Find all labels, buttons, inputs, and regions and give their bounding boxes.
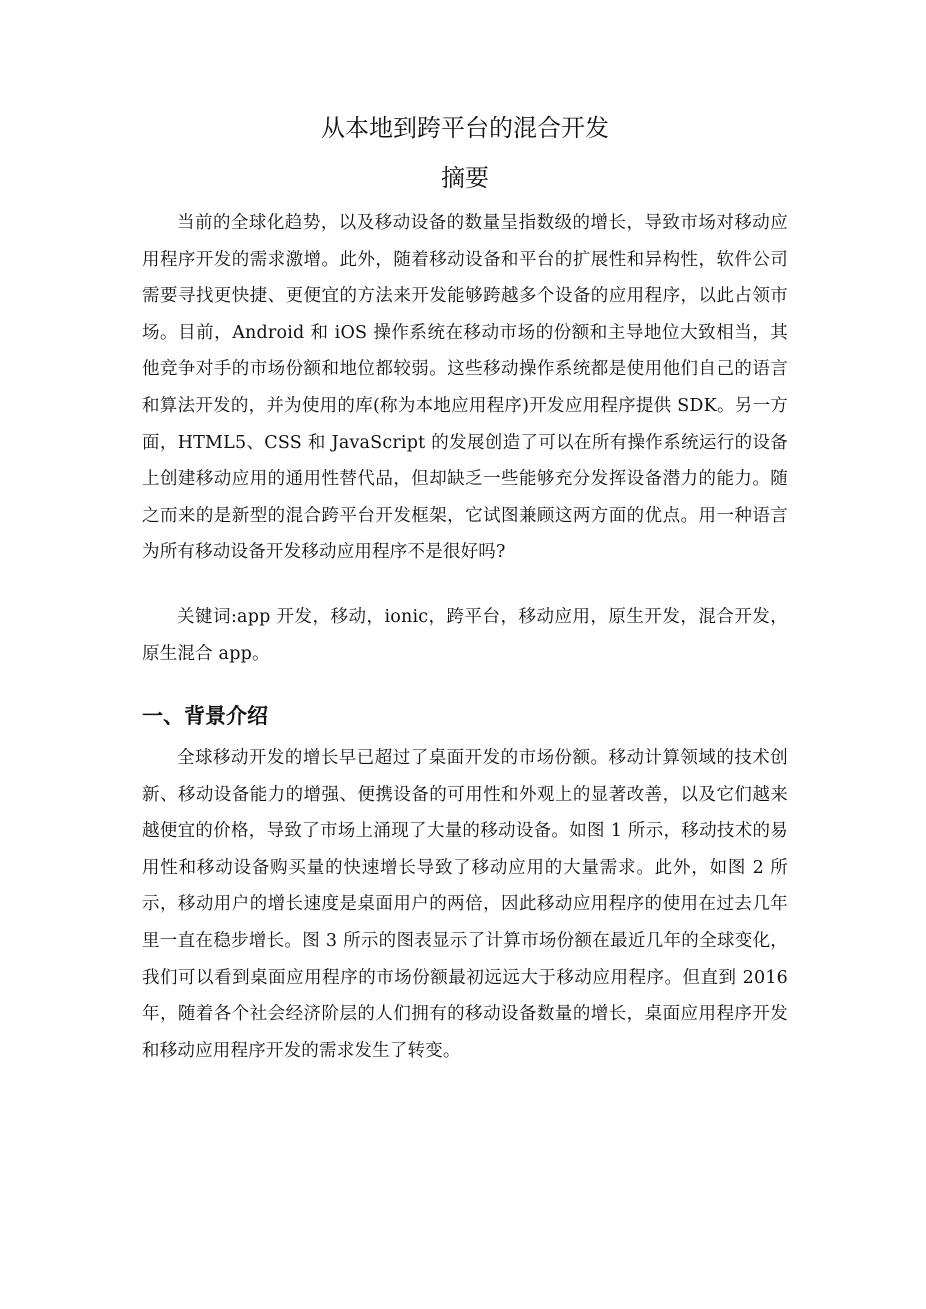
background-paragraph: 全球移动开发的增长早已超过了桌面开发的市场份额。移动计算领域的技术创新、移动设备能力的增强、便携设备的可用性和外观上的显著改善，以及它们越来越便宜的价格，导致了市场上涌现了大量的移动设备。如图 1 所示，移动技术的易用性和移动设备购买量的快速增长导致了移动应用的大量需求。此外，如图 2 所示，移动用户的增长速度是桌面用户的两倍，因此移动应用程序的使用在过去几年里一直在稳步增长。图 3 所示的图表显示了计算市场份额在最近几年的全球变化，我们可以看到桌面应用程序的市场份额最初远远大于移动应用程序。但直到 2016 年，随着各个社会经济阶层的人们拥有的移动设备数量的增长，桌面应用程序开发和移动应用程序开发的需求发生了转变。 bbox=[142, 748, 788, 1061]
keywords-paragraph: 关键词:app 开发，移动，ionic，跨平台，移动应用，原生开发，混合开发，原生混合 app。 bbox=[142, 607, 788, 664]
document-title: 从本地到跨平台的混合开发 bbox=[321, 114, 609, 142]
abstract-heading: 摘要 bbox=[441, 164, 489, 192]
abstract-paragraph: 当前的全球化趋势，以及移动设备的数量呈指数级的增长，导致市场对移动应用程序开发的需求激增。此外，随着移动设备和平台的扩展性和异构性，软件公司需要寻找更快捷、更便宜的方法来开发能够跨越多个设备的应用程序，以此占领市场。目前，Android 和 iOS 操作系统在移动市场的份额和主导地位大致相当，其他竞争对手的市场份额和地位都较弱。这些移动操作系统都是使用他们自己的语言和算法开发的，并为使用的库(称为本地应用程序)开发应用程序提供 SDK。另一方面，HTML5、CSS 和 JavaScript 的发展创造了可以在所有操作系统运行的设备上创建移动应用的通用性替代品，但却缺乏一些能够充分发挥设备潜力的能力。随之而来的是新型的混合跨平台开发框架，它试图兼顾这两方面的优点。用一种语言为所有移动设备开发移动应用程序不是很好吗? bbox=[142, 213, 788, 563]
section-heading-background: 一、背景介绍 bbox=[142, 704, 268, 728]
